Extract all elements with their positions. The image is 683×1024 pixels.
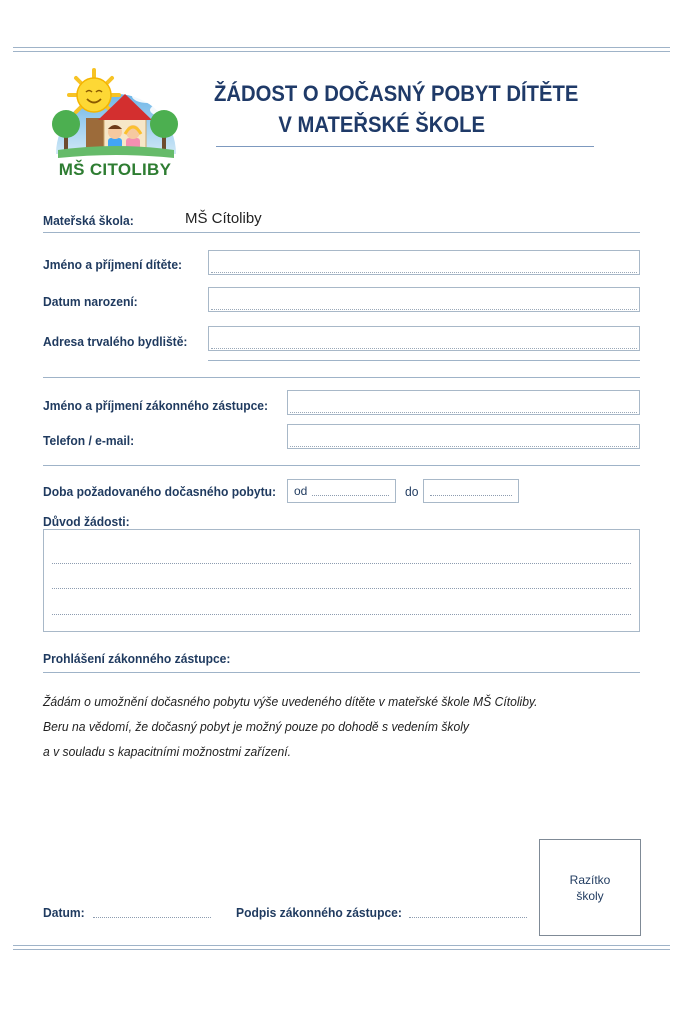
logo-illustration [44,66,186,166]
stamp-text [540,872,640,904]
contact-field[interactable] [287,424,640,449]
top-double-rule [13,47,670,52]
signature-label: Podpis zákonného zástupce: [236,905,402,920]
address-field[interactable] [208,326,640,351]
guardian-signature-line[interactable] [409,917,527,918]
child-name-field[interactable] [208,250,640,275]
date-label: Datum: [43,905,85,920]
title-line-1: ŽÁDOST O DOČASNÝ POBYT DÍTĚTE [214,81,579,106]
stamp-line-2: školy [576,889,604,903]
declaration-line: Žádám o umožnění dočasného pobytu výše uvedeného dítěte v mateřské škole MŠ Cítoliby. [43,695,538,709]
school-label: Mateřská škola: [43,213,134,228]
declaration-line: a v souladu s kapacitními možnostmi zařízení. [43,745,292,759]
declaration-line: Beru na vědomí, že dočasný pobyt je možný pouze po dohodě s vedením školy [43,720,469,734]
guardian-name-label: Jméno a příjmení zákonného zástupce: [43,398,269,413]
dotted-line [52,563,631,564]
stay-from-label: od [294,484,308,498]
school-logo [44,66,186,188]
divider [43,672,640,673]
dotted-line [52,614,631,615]
dotted-line [312,495,389,496]
title-underline [216,146,594,147]
stay-from-field[interactable] [287,479,396,503]
divider [43,377,640,378]
address-label: Adresa trvalého bydliště: [43,334,188,349]
birth-date-field[interactable] [208,287,640,312]
stamp-line-1: Razítko [569,873,611,887]
divider [43,465,640,466]
dotted-line [52,588,631,589]
stay-period-label: Doba požadovaného dočasného pobytu: [43,484,277,499]
logo-text: MŠ CITOLIBY [58,160,172,179]
declaration-text [43,690,537,765]
reason-textarea[interactable] [43,529,640,632]
page-title [214,78,578,140]
contact-label: Telefon / e-mail: [43,433,135,448]
address-extra-line [208,360,640,361]
bottom-double-rule [13,945,670,950]
birth-date-label: Datum narození: [43,294,138,309]
child-name-label: Jméno a příjmení dítěte: [43,257,183,272]
divider [43,232,640,233]
declaration-heading: Prohlášení zákonného zástupce: [43,651,231,666]
guardian-name-field[interactable] [287,390,640,415]
dotted-line [430,495,512,496]
date-signature-line[interactable] [93,917,211,918]
school-stamp-box [539,839,641,936]
fence [86,118,104,150]
stay-to-label: do [405,484,419,499]
reason-label: Důvod žádosti: [43,514,130,529]
stay-to-field[interactable] [423,479,519,503]
school-value: MŠ Cítoliby [185,210,262,227]
title-line-2: V MATEŘSKÉ ŠKOLE [278,112,485,137]
